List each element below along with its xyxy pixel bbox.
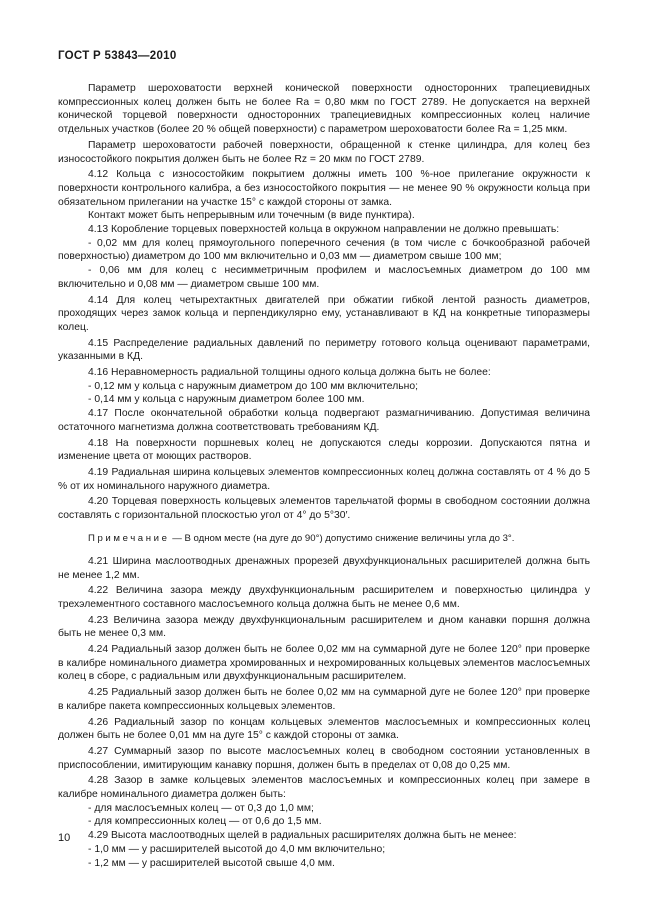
list-item: - 0,12 мм у кольца с наружным диаметром до 100 мм включительно;: [88, 380, 418, 392]
paragraph-4-18: 4.18 На поверхности поршневых колец не допускаются следы коррозии. Допускаются пятна и изменение цвета от моющих растворов.: [58, 437, 590, 463]
note-text: — В одном месте (на дуге до 90°) допустимо снижение величины угла до 3°.: [172, 532, 515, 544]
standard-header: ГОСТ Р 53843—2010: [58, 50, 177, 62]
paragraph-4-20: 4.20 Торцевая поверхность кольцевых элементов тарельчатой формы в свободном состоянии должна составлять с горизонтальной плоскостью угол от 4° до 5°30′.: [58, 496, 590, 522]
document-body: [58, 82, 590, 870]
list-item: - 0,02 мм для колец прямоугольного поперечного сечения (в том числе с бочкообразной рабочей поверхностью) диаметром до 100 мм включительно и 0,03 мм — диаметром свыше 100 мм;: [58, 237, 590, 263]
paragraph-4-24: 4.24 Радиальный зазор должен быть не более 0,02 мм на суммарной дуге не более 120° при проверке в калибре номинального диаметра хромированных и нехромированных кольцевых элементов маслосъемных колец в сборе, с радиальным или двухфункциональным расширителем.: [58, 644, 590, 683]
paragraph-4-19: 4.19 Радиальная ширина кольцевых элементов компрессионных колец должна составлять от 4 % до 5 % от их номинального наружного диаметра.: [58, 466, 590, 492]
paragraph: Контакт может быть непрерывным или точечным (в виде пунктира).: [88, 210, 415, 222]
page-number: 10: [58, 832, 71, 844]
list-item: - 1,0 мм — у расширителей высотой до 4,0 мм включительно;: [88, 843, 386, 855]
paragraph-4-14: 4.14 Для колец четырехтактных двигателей при обжатии гибкой лентой разность диаметров, проходящих через замок кольца и перпендикулярно ему, устанавливают в КД на конкретные типоразмеры колец.: [58, 294, 590, 333]
list-item: - 0,14 мм у кольца с наружным диаметром более 100 мм.: [88, 394, 365, 406]
paragraph-4-25: 4.25 Радиальный зазор должен быть не более 0,02 мм на суммарной дуге не более 120° при проверке в калибре пакета компрессионных кольцевых элементов.: [58, 687, 590, 712]
list-item: - 1,2 мм — у расширителей высотой свыше 4,0 мм.: [88, 857, 335, 869]
paragraph: Параметр шероховатости рабочей поверхности, обращенной к стенке цилиндра, для колец без износостойкого покрытия должен быть не более Rz = 20 мкм по ГОСТ 2789.: [58, 139, 590, 165]
paragraph-4-13: 4.13 Коробление торцевых поверхностей кольца в окружном направлении не должно превышать:: [88, 224, 560, 236]
paragraph-4-22: 4.22 Величина зазора между двухфункциональным расширителем и поверхностью цилиндра у трехэлементного составного маслосъемного кольца должна быть не менее 0,6 мм.: [58, 585, 590, 610]
note-label: Примечание: [88, 532, 170, 544]
paragraph-4-28: 4.28 Зазор в замке кольцевых элементов маслосъемных и компрессионных колец при замере в калибре номинального диаметра должен быть:: [58, 775, 590, 801]
paragraph-4-17: 4.17 После окончательной обработки кольца подвергают размагничиванию. Допустимая величина остаточного магнетизма должна соответствовать требованиям КД.: [58, 408, 590, 433]
note: [58, 532, 590, 545]
list-item: - для компрессионных колец — от 0,6 до 1,5 мм.: [88, 816, 322, 828]
paragraph-4-21: 4.21 Ширина маслоотводных дренажных прорезей двухфункциональных расширителей должна быть не менее 1,2 мм.: [58, 555, 590, 581]
paragraph-4-16: 4.16 Неравномерность радиальной толщины одного кольца должна быть не более:: [88, 367, 491, 379]
list-item: - для маслосъемных колец — от 0,3 до 1,0 мм;: [88, 802, 314, 814]
paragraph-4-12: 4.12 Кольца с износостойким покрытием должны иметь 100 %-ное прилегание окружности к поверхности контрольного калибра, а без износостойкого покрытия — не менее 90 % окружности кольца при обязательном прилегании на участке 15° с каждой стороны от замка.: [58, 169, 590, 208]
paragraph-4-26: 4.26 Радиальный зазор по концам кольцевых элементов маслосъемных и компрессионных колец должен быть не более 0,01 мм на дуге 15° с каждой стороны от замка.: [58, 716, 590, 742]
list-item: - 0,06 мм для колец с несимметричным профилем и маслосъемных диаметром до 100 мм включительно и 0,08 мм — диаметром свыше 100 мм.: [58, 265, 590, 290]
paragraph: Параметр шероховатости верхней конической поверхности односторонних трапециевидных компрессионных колец должен быть не более Ra = 0,80 мкм по ГОСТ 2789. Не допускается на верхней конической торцевой поверхности односторонних трапециевидных компрессионных колец наличие отдельных участков (более 20 % общей поверхности) с параметром шероховатости более Ra = 1,25 мкм.: [58, 83, 590, 136]
paragraph-4-29: 4.29 Высота маслоотводных щелей в радиальных расширителях должна быть не менее:: [88, 830, 517, 842]
paragraph-4-15: 4.15 Распределение радиальных давлений по периметру готового кольца оценивают параметрами, указанными в КД.: [58, 337, 590, 363]
paragraph-4-27: 4.27 Суммарный зазор по высоте маслосъемных колец в свободном состоянии установленных в приспособлении, имитирующим канавку поршня, должен быть в пределах от 0,08 до 0,25 мм.: [58, 745, 590, 771]
paragraph-4-23: 4.23 Величина зазора между двухфункциональным расширителем и дном канавки поршня должна быть не менее 0,3 мм.: [58, 614, 590, 640]
